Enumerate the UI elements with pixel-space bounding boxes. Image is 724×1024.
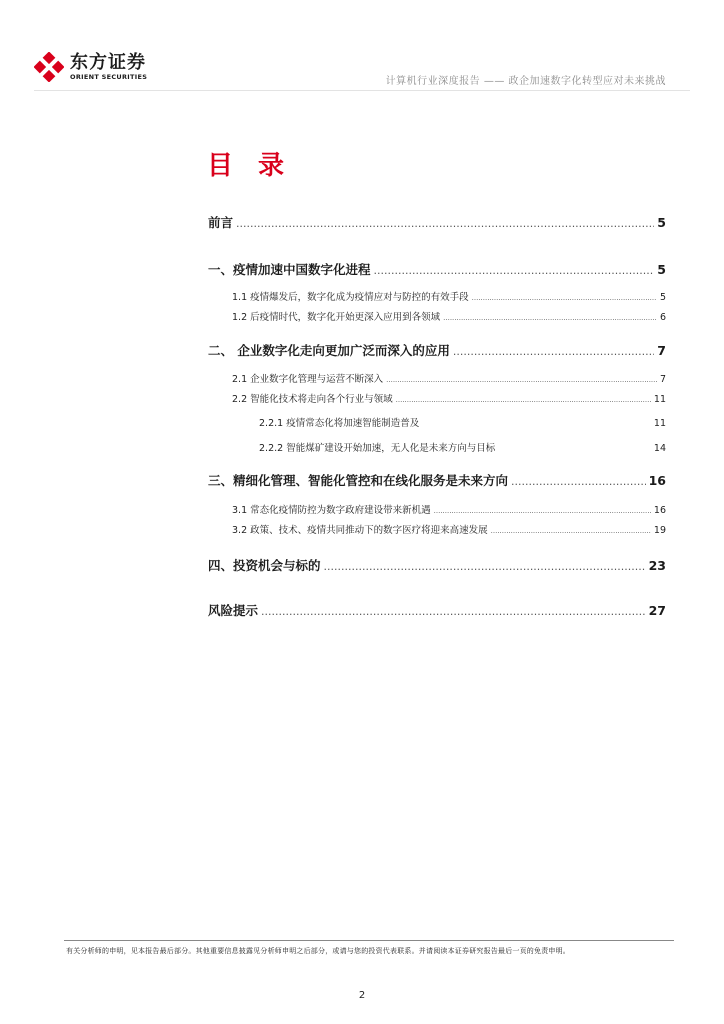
toc-leader-dots xyxy=(472,294,657,302)
toc-leader-dots xyxy=(434,507,651,515)
toc-entry[interactable] xyxy=(259,440,666,454)
toc-entry-label: 3.2 政策、技术、疫情共同推动下的数字医疗将迎来高速发展 xyxy=(232,525,488,536)
page-number: 2 xyxy=(358,990,366,1001)
toc-entry-page: 5 xyxy=(659,292,666,303)
toc-entry-page: 23 xyxy=(648,558,666,573)
toc-entry[interactable] xyxy=(259,415,666,429)
toc-leader-dots xyxy=(511,475,646,488)
toc-entry[interactable] xyxy=(232,371,666,385)
toc-entry[interactable] xyxy=(208,341,666,359)
logo-english-name: ORIENT SECURITIES xyxy=(70,73,148,81)
toc-entry[interactable] xyxy=(232,391,666,405)
toc-entry-label: 1.1 疫情爆发后，数字化成为疫情应对与防控的有效手段 xyxy=(232,292,469,303)
toc-entry-label: 风险提示 xyxy=(208,603,259,618)
toc-entry-page: 6 xyxy=(659,312,666,323)
toc-entry[interactable] xyxy=(208,556,666,574)
toc-entry-page: 7 xyxy=(657,343,666,358)
toc-entry-label: 三、精细化管理、智能化管控和在线化服务是未来方向 xyxy=(208,473,509,488)
report-title: 计算机行业深度报告 —— 政企加速数字化转型应对未来挑战 xyxy=(385,76,666,87)
toc-entry-page: 11 xyxy=(653,394,666,405)
toc-leader-dots xyxy=(396,396,651,404)
orient-logo-icon xyxy=(34,52,64,82)
toc-entry-label: 二、 企业数字化走向更加广泛而深入的应用 xyxy=(208,343,450,358)
toc-entry[interactable] xyxy=(208,601,666,619)
toc-leader-dots xyxy=(261,605,646,618)
toc-entry-label: 1.2 后疫情时代，数字化开始更深入应用到各领域 xyxy=(232,312,441,323)
toc-entry[interactable] xyxy=(232,289,666,303)
toc-leader-dots xyxy=(443,314,657,322)
toc-entry-label: 2.2 智能化技术将走向各个行业与领域 xyxy=(232,394,393,405)
toc-leader-dots xyxy=(491,527,651,535)
toc-entry-page: 16 xyxy=(653,505,666,516)
toc-entry[interactable] xyxy=(232,522,666,536)
toc-leader-dots xyxy=(236,217,654,230)
toc-leader-dots xyxy=(324,560,646,573)
toc-entry-label: 前言 xyxy=(208,215,234,230)
toc-entry-page: 5 xyxy=(657,262,666,277)
footer-divider xyxy=(64,940,674,941)
toc-leader-dots xyxy=(374,264,655,277)
toc-entry-page: 7 xyxy=(659,374,666,385)
toc-entry-label: 四、投资机会与标的 xyxy=(208,558,321,573)
toc-entry-label: 2.2.1 疫情常态化将加速智能制造普及 xyxy=(259,418,420,429)
toc-entry-label: 一、疫情加速中国数字化进程 xyxy=(208,262,371,277)
toc-entry-page: 5 xyxy=(657,215,666,230)
toc-entry-page: 16 xyxy=(648,473,666,488)
toc-entry-label: 2.1 企业数字化管理与运营不断深入 xyxy=(232,374,384,385)
footer-disclaimer: 有关分析师的申明，见本报告最后部分。其他重要信息披露见分析师申明之后部分，或请与您的投资代表联系。并请阅读本证券研究报告最后一页的免责申明。 xyxy=(66,947,570,955)
toc-entry[interactable] xyxy=(232,502,666,516)
toc-entry[interactable] xyxy=(208,213,666,231)
toc-entry[interactable] xyxy=(232,309,666,323)
toc-leader-dots xyxy=(386,376,657,384)
toc-heading: 目 录 xyxy=(207,151,293,181)
toc-entry-label: 3.1 常态化疫情防控为数字政府建设带来新机遇 xyxy=(232,505,431,516)
toc-entry-page: 27 xyxy=(648,603,666,618)
toc-entry-page: 19 xyxy=(653,525,666,536)
toc-entry[interactable] xyxy=(208,471,666,489)
toc-leader-dots xyxy=(453,345,654,358)
toc-entry-label: 2.2.2 智能煤矿建设开始加速，无人化是未来方向与目标 xyxy=(259,443,496,454)
toc-entry-page: 14 xyxy=(653,443,666,454)
toc-entry-page: 11 xyxy=(653,418,666,429)
company-logo xyxy=(34,52,147,82)
header-divider xyxy=(34,90,690,91)
logo-chinese-name: 东方证券 xyxy=(70,52,146,73)
toc-entry[interactable] xyxy=(208,260,666,278)
